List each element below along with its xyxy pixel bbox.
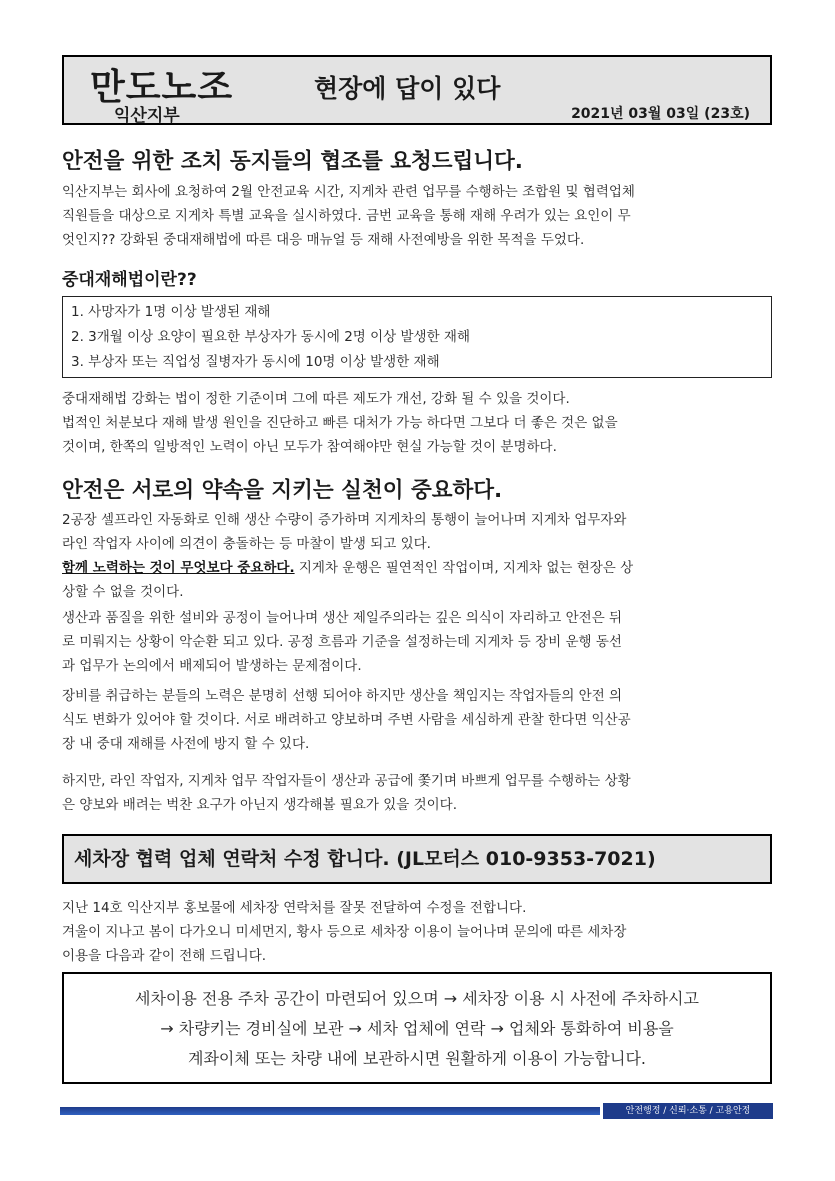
text-line: 로 미뤄지는 상황이 악순환 되고 있다. 공정 흐름과 기준을 설정하는데 지게차 등 장비 운행 동선 (62, 634, 622, 650)
text-line: 은 양보와 배려는 벅찬 요구가 아닌지 생각해볼 필요가 있을 것이다. (62, 797, 458, 813)
notice-line: 세차이용 전용 주차 공간이 마련되어 있으며 → 세차장 이용 시 사전에 주차하시고 (135, 989, 699, 1008)
section2-paragraph-3 (62, 684, 772, 756)
section1-subtitle: 중대재해법이란?? (62, 270, 197, 290)
section1-title: 안전을 위한 조치 동지들의 협조를 요청드립니다. (62, 149, 523, 174)
car-wash-notice (62, 972, 772, 1084)
union-name: 만도노조 (90, 67, 234, 108)
text-line: 익산지부는 회사에 요청하여 2월 안전교육 시간, 지게차 관련 업무를 수행하는 조합원 및 협력업체 (62, 184, 635, 200)
notice-line: → 차량키는 경비실에 보관 → 세차 업체에 연락 → 업체와 통화하여 비용을 (160, 1019, 674, 1038)
text-line: 2공장 셀프라인 자동화로 인해 생산 수량이 증가하며 지게차의 통행이 늘어나며 지게차 업무자와 (62, 512, 627, 528)
issue-date: 2021년 03월 03일 (23호) (571, 106, 750, 122)
notice-line: 계좌이체 또는 차량 내에 보관하시면 원활하게 이용이 가능합니다. (187, 1049, 646, 1068)
list-item: 3. 부상자 또는 직업성 질병자가 동시에 10명 이상 발생한 재해 (71, 354, 440, 370)
footer-bar (60, 1107, 600, 1115)
text-line: 장비를 취급하는 분들의 노력은 분명히 선행 되어야 하지만 생산을 책임지는 작업자들의 안전 의 (62, 688, 623, 704)
text-line (62, 556, 772, 580)
slogan: 현장에 답이 있다 (314, 74, 501, 103)
text-line: 직원들을 대상으로 지게차 특별 교육을 실시하였다. 금번 교육을 통해 재해 우려가 있는 요인이 무 (62, 208, 631, 224)
section2-paragraph-4 (62, 769, 772, 817)
text-line: 라인 작업자 사이에 의견이 충돌하는 등 마찰이 발생 되고 있다. (62, 536, 431, 552)
section2-title: 안전은 서로의 약속을 지키는 실천이 중요하다. (62, 478, 503, 503)
text-line: 지난 14호 익산지부 홍보물에 세차장 연락처를 잘못 전달하여 수정을 전합니다. (62, 900, 527, 916)
text-line: 엇인지?? 강화된 중대재해법에 따른 대응 매뉴얼 등 재해 사전예방을 위한 목적을 두었다. (62, 232, 585, 248)
definition-list (62, 296, 772, 378)
text-line: 과 업무가 논의에서 배제되어 발생하는 문제점이다. (62, 658, 362, 674)
branch-name: 익산지부 (114, 106, 180, 126)
text-line: 중대재해법 강화는 법이 정한 기준이며 그에 따른 제도가 개선, 강화 될 수 있을 것이다. (62, 391, 570, 407)
text-line: 식도 변화가 있어야 할 것이다. 서로 배려하고 양보하며 주변 사람을 세심하게 관찰 한다면 익산공 (62, 712, 631, 728)
text-line: 법적인 처분보다 재해 발생 원인을 진단하고 빠른 대처가 가능 하다면 그보다 더 좋은 것은 없을 (62, 415, 618, 431)
emphasis-rest: 지게차 운행은 필연적인 작업이며, 지게차 없는 현장은 상 (294, 560, 634, 576)
text-line: 것이며, 한쪽의 일방적인 노력이 아닌 모두가 참여해야만 현실 가능할 것이 분명하다. (62, 439, 557, 455)
section3-title: 세차장 협력 업체 연락처 수정 합니다. (JL모터스 010-9353-7021) (62, 834, 772, 884)
text-line: 상할 수 없을 것이다. (62, 584, 184, 600)
text-line: 생산과 품질을 위한 설비와 공정이 늘어나며 생산 제일주의라는 깊은 의식이 자리하고 안전은 뒤 (62, 610, 623, 626)
section2-paragraph-1 (62, 508, 772, 604)
section1-intro (62, 180, 772, 252)
section1-conclusion (62, 387, 772, 459)
text-line: 하지만, 라인 작업자, 지게차 업무 작업자들이 생산과 공급에 쫓기며 바쁘게 업무를 수행하는 상황 (62, 773, 631, 789)
emphasis-text: 함께 노력하는 것이 무엇보다 중요하다. (62, 560, 295, 576)
section2-paragraph-2 (62, 606, 772, 678)
list-item: 2. 3개월 이상 요양이 필요한 부상자가 동시에 2명 이상 발생한 재해 (71, 329, 470, 345)
text-line: 장 내 중대 재해를 사전에 방지 할 수 있다. (62, 736, 310, 752)
footer-tag: 안전행정 / 신뢰·소통 / 고용안정 (603, 1103, 773, 1119)
section3-paragraph (62, 896, 772, 968)
newsletter-header (62, 55, 772, 125)
text-line: 겨울이 지나고 봄이 다가오니 미세먼지, 황사 등으로 세차장 이용이 늘어나며 문의에 따른 세차장 (62, 924, 627, 940)
text-line: 이용을 다음과 같이 전해 드립니다. (62, 948, 267, 964)
list-item: 1. 사망자가 1명 이상 발생된 재해 (71, 304, 271, 320)
